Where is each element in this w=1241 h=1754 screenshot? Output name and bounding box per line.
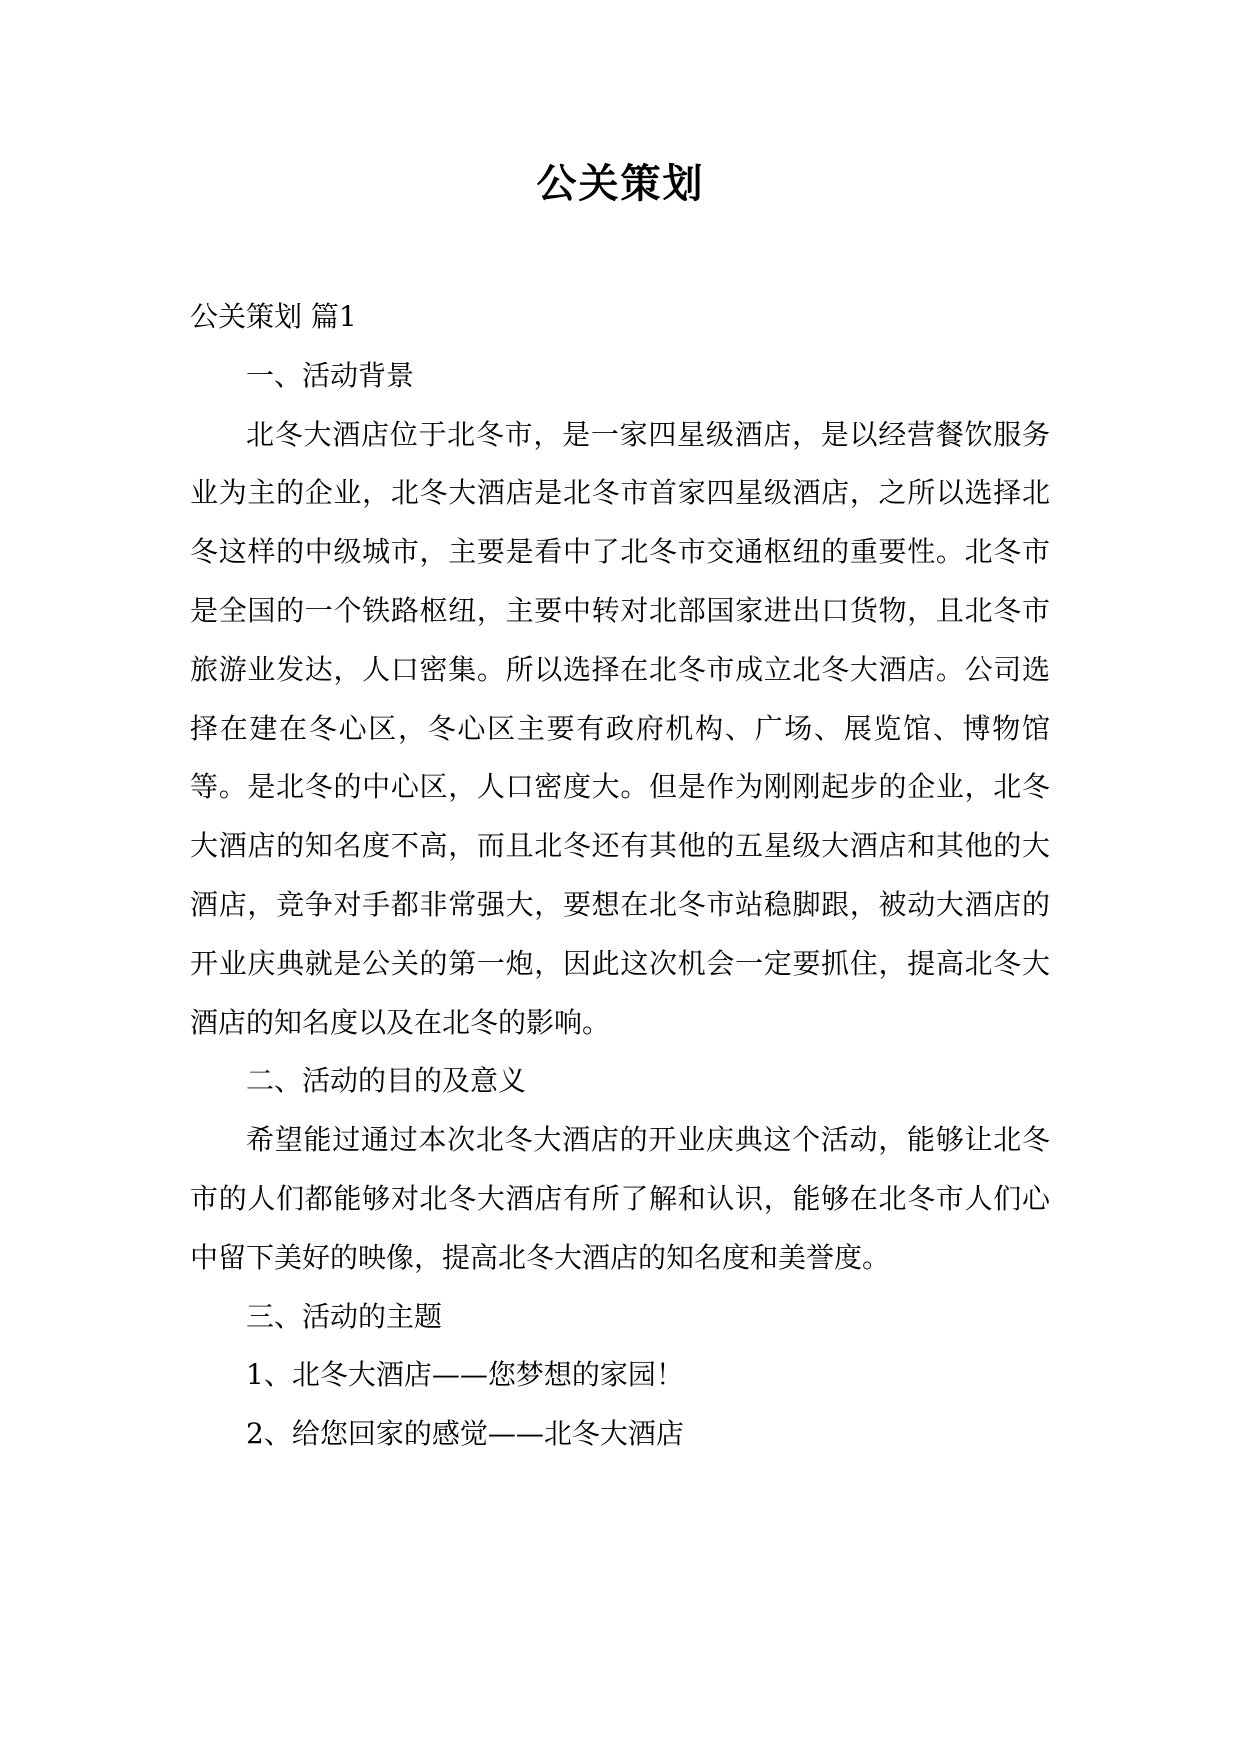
theme-item-1: 1、北冬大酒店——您梦想的家园！ [246,1358,684,1392]
theme-item-2: 2、给您回家的感觉——北冬大酒店 [246,1417,684,1451]
document-body [190,288,1050,1464]
document-title: 公关策划 [536,161,705,207]
section-heading-theme: 三、活动的主题 [246,1299,443,1333]
paragraph-background: 北冬大酒店位于北冬市，是一家四星级酒店，是以经营餐饮服务业为主的企业，北冬大酒店是北冬市首家四星级酒店，之所以选择北冬这样的中级城市，主要是看中了北冬市交通枢纽的重要性。北冬市是全国的一个铁路枢纽，主要中转对北部国家进出口货物，且北冬市旅游业发达，人口密集。所以选择在北冬市成立北冬大酒店。公司选择在建在冬心区，冬心区主要有政府机构、广场、展览馆、博物馆等。是北冬的中心区，人口密度大。但是作为刚刚起步的企业，北冬大酒店的知名度不高，而且北冬还有其他的五星级大酒店和其他的大酒店，竞争对手都非常强大，要想在北冬市站稳脚跟，被动大酒店的开业庆典就是公关的第一炮，因此这次机会一定要抓住，提高北冬大酒店的知名度以及在北冬的影响。 [190,417,1050,1039]
paragraph-purpose: 希望能过通过本次北冬大酒店的开业庆典这个活动，能够让北冬市的人们都能够对北冬大酒店有所了解和认识，能够在北冬市人们心中留下美好的映像，提高北冬大酒店的知名度和美誉度。 [190,1123,1050,1274]
section-heading-background: 一、活动背景 [246,358,415,392]
article-subtitle: 公关策划 篇1 [190,300,357,333]
section-heading-purpose: 二、活动的目的及意义 [246,1064,527,1098]
